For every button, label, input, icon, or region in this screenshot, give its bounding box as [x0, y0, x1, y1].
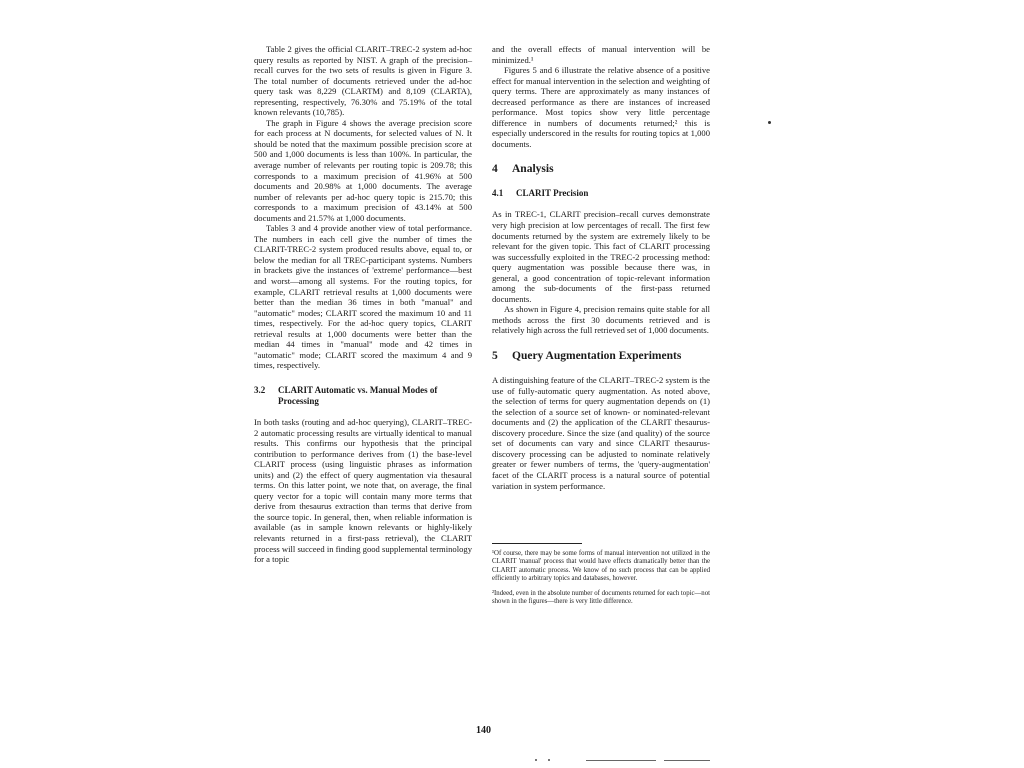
section-title: Query Augmentation Experiments	[512, 350, 682, 363]
subsection-number: 3.2	[254, 384, 266, 395]
section-number: 4	[492, 163, 498, 176]
section-number: 5	[492, 350, 498, 363]
footnote-rule	[492, 543, 582, 544]
subsection-title: CLARIT Automatic vs. Manual Modes of Processing	[278, 384, 438, 406]
scan-edge-line	[664, 760, 710, 761]
paragraph: A distinguishing feature of the CLARIT–TREC-2 system is the use of fully-automatic query augmentation. As noted above, the selection of terms for query augmentation depends on (1) the selection of a source set of known- or nominated-relevant documents and (2) the application of the CLARIT thesaurus-discovery procedure. Since the size (and quality) of the source set of documents can vary and since CLARIT thesaurus-discovery processing can be adjusted to nominate relatively greater or fewer numbers of terms, the 'query-augmentation' facet of the CLARIT process is a natural source of potential variation in system performance.	[492, 375, 710, 491]
scan-speck	[768, 121, 771, 124]
subsection-heading-4-1	[492, 188, 710, 199]
footnote-2: ²Indeed, even in the absolute number of documents returned for each topic—not shown in the figures—there is very little difference.	[492, 589, 710, 606]
section-title: Analysis	[512, 163, 554, 176]
scan-edge-line	[586, 760, 656, 761]
subsection-title: CLARIT Precision	[516, 188, 589, 199]
left-column	[254, 44, 472, 565]
paragraph: In both tasks (routing and ad-hoc querying), CLARIT–TREC-2 automatic processing results are virtually identical to manual results. This confirms our hypothesis that the principal contribution to performance derives from (1) the base-level CLARIT process (using linguistic phrases as information units) and (2) the effect of query augmentation via thesaural terms. On this latter point, we note that, on average, the final query vector for a topic will contain many more terms that derive from thesaurus extraction than terms that derive from the source topic. In general, then, when reliable information is available (as in sample known relevants or highly-likely relevants returned in a first-pass retrieval), the CLARIT process will succeed in finding good supplemental terminology for a topic	[254, 416, 472, 565]
paragraph: The graph in Figure 4 shows the average precision score for each process at N documents, for selected values of N. It should be noted that the maximum possible precision score at 500 and 1,000 documents is less than 100%. In particular, the average number of relevants per routing topic is 209.78; this corresponds to a maximum precision of 41.96% at 500 documents and 20.98% at 1,000 documents. The average number of relevants per ad-hoc query topic is 215.70; this corresponds to a maximum precision of 43.14% at 500 documents and 21.57% at 1,000 documents.	[254, 117, 472, 223]
paragraph: Table 2 gives the official CLARIT–TREC-2 system ad-hoc query results as reported by NIST. A graph of the precision–recall curves for the two sets of results is given in Figure 3. The total number of documents retrieved under the ad-hoc query task was 8,229 (CLARTM) and 8,109 (CLARTA), representing, respectively, 76.30% and 75.19% of the total known relevants (10,785).	[254, 44, 472, 118]
paragraph: Tables 3 and 4 provide another view of total performance. The numbers in each cell give the number of times the CLARIT-TREC-2 system produced results above, equal to, or below the median for all TREC-participant systems. Numbers in brackets give the instances of 'extreme' performance—best and worst—among all systems. For the routing topics, for example, CLARIT retrieval results at 1,000 documents were better than the median 36 times in both "manual" and "automatic" modes; CLARIT scored the maximum 10 and 11 times, respectively. For the ad-hoc query topics, CLARIT retrieval results at 1,000 documents were better than the median 44 times in "manual" mode and 42 times in "automatic" mode; CLARIT scored the maximum 4 and 9 times, respectively.	[254, 223, 472, 371]
footnote-1: ¹Of course, there may be some forms of manual intervention not utilized in the CLARIT 'manual' process that would have effects dramatically better than the CLARIT automatic process. We know of no such process that can be applied efficiently to arbitrary topics and databases, however.	[492, 550, 710, 583]
section-heading-4	[492, 163, 710, 176]
subsection-heading-3-2	[254, 385, 472, 407]
paragraph: Figures 5 and 6 illustrate the relative absence of a positive effect for manual intervention in the selection and weighting of query terms. There are approximately as many instances of decreased performance as there are instances of increased performance. Most topics show very little percentage difference in numbers of documents returned;² this is especially underscored in the results for routing topics at 1,000 documents.	[492, 65, 710, 149]
scan-speck	[535, 759, 537, 761]
paragraph: and the overall effects of manual intervention will be minimized.¹	[492, 44, 710, 65]
right-column	[492, 44, 710, 612]
page-number: 140	[476, 725, 491, 736]
subsection-number: 4.1	[492, 188, 504, 199]
paragraph: As in TREC-1, CLARIT precision–recall curves demonstrate very high precision at low percentages of recall. The first few documents returned by the system are extremely likely to be relevant for the given topic. This fact of CLARIT processing was successfully exploited in the TREC-2 processing method: query augmentation was possible because there was, in general, a good concentration of topic-relevant information among the sub-documents of the first-pass returned documents.	[492, 209, 710, 304]
paragraph: As shown in Figure 4, precision remains quite stable for all methods across the first 30 documents retrieved and is relatively high across the full retrieved set of 1,000 documents.	[492, 304, 710, 336]
section-heading-5	[492, 350, 710, 363]
scan-speck	[548, 759, 550, 761]
